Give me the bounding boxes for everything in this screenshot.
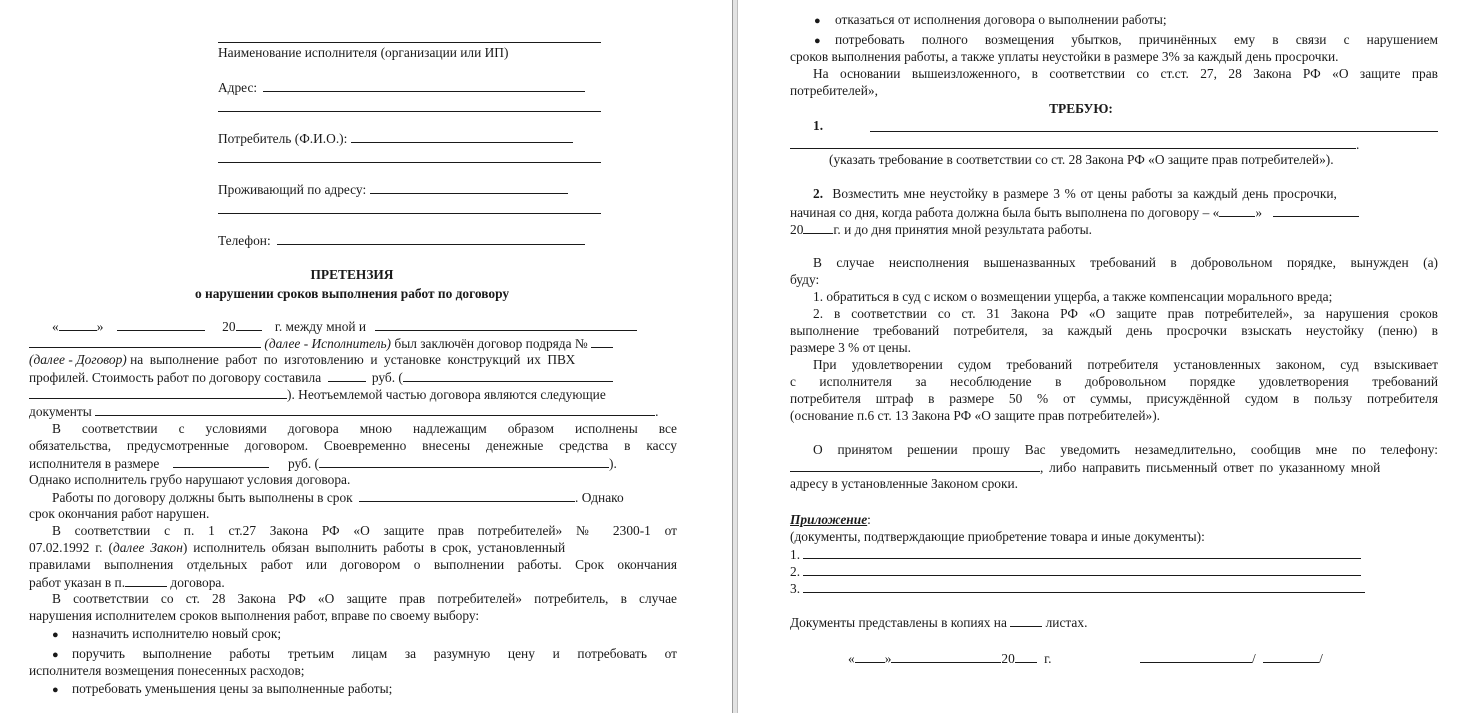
item-1-hint: (указать требование в соответствии со ст. 28 Закона РФ «О защите прав потребителей»).	[829, 152, 1334, 167]
sheets-text: листах.	[1045, 615, 1088, 630]
document-page-left	[0, 0, 732, 713]
appendix-blank-2[interactable]	[803, 563, 1361, 576]
p4-line-1: В соответствии с п. 1 ст.27 Закона РФ «О защите прав потребителей» № 2300-1 от	[52, 523, 677, 538]
executor-label: Наименование исполнителя (организации или ИП)	[218, 45, 509, 60]
notify-line-3: адресу в установленные Законом сроки.	[790, 476, 1019, 491]
p2-line-3	[29, 455, 617, 473]
of-contract: договора.	[170, 575, 225, 590]
amount-rub: руб. (	[287, 456, 319, 471]
item-1-line	[870, 131, 1438, 132]
between-me-and: г. между мной и	[274, 319, 367, 334]
court-line-1: При удовлетворении судом требований потребителя установленных законом, суд взыскивает	[813, 357, 1438, 372]
penalty-text: Возместить мне неустойку в размере 3 % от цены работы за каждый день просрочки,	[832, 186, 1337, 201]
address-line-2	[218, 111, 601, 112]
bullet-dot: ●	[814, 35, 821, 47]
contract-concluded: был заключён договор подряда №	[394, 336, 588, 351]
deadline-blank[interactable]	[359, 489, 575, 502]
p1-line-4	[29, 369, 613, 387]
slash: /	[1319, 651, 1323, 666]
p1-line-6	[29, 403, 659, 421]
written-response-text: , либо направить письменный ответ по указанному мной	[1040, 460, 1381, 475]
court-line-2: с исполнителя за несоблюдение в добровольном порядке удовлетворения требований	[790, 374, 1438, 389]
slash: /	[1252, 651, 1256, 666]
appendix-number: 3.	[790, 581, 801, 596]
year-prefix: 20	[1001, 651, 1015, 666]
quote-open: «	[848, 651, 855, 666]
contract-number-blank[interactable]	[591, 335, 613, 348]
works-description: на выполнение работ по изготовлению и установке конструкций их ПВХ	[130, 352, 576, 367]
basis-line-2: потребителей»,	[790, 83, 878, 98]
r-bullet-2-line-1: потребовать полного возмещения убытков, причинённых ему в связи с нарушением	[835, 32, 1438, 47]
consumer-blank[interactable]	[351, 130, 573, 143]
p1-line-5	[29, 386, 606, 404]
signature-date	[848, 650, 1052, 668]
p3-line-2: срок окончания работ нарушен.	[29, 506, 210, 521]
court-line-4: (основание п.6 ст. 13 Закона РФ «О защите прав потребителей»).	[790, 408, 1161, 423]
cost-blank[interactable]	[328, 369, 366, 382]
appendix-item-1	[790, 546, 1361, 564]
cost-words-blank[interactable]	[403, 369, 613, 382]
p4-line-3: правилами выполнения отдельных работ или договором о выполнении работы. Срок окончания	[29, 557, 677, 572]
residing-line-2	[218, 213, 601, 214]
appendix-number: 1.	[790, 547, 801, 562]
bullet-dot: ●	[52, 649, 59, 661]
hereinafter-executor: (далее - Исполнитель)	[264, 336, 392, 351]
basis-line-1: На основании вышеизложенного, в соответствии со ст.ст. 27, 28 Закона РФ «О защите прав	[813, 66, 1438, 81]
document-page-right	[738, 0, 1471, 713]
p5-line-1: В соответствии со ст. 28 Закона РФ «О защите прав потребителей» потребитель, в случае	[52, 591, 677, 606]
appendix-blank-3[interactable]	[803, 580, 1365, 593]
year-suffix: г.	[1044, 651, 1052, 666]
copies-count-blank[interactable]	[1010, 614, 1042, 627]
appendix-description: (документы, подтверждающие приобретение товара и иные документы):	[790, 529, 1205, 544]
address-blank[interactable]	[263, 79, 585, 92]
starting-day-text: начиная со дня, когда работа должна была быть выполнена по договору – «	[790, 205, 1220, 220]
residing-blank[interactable]	[370, 181, 568, 194]
hereinafter-law: далее Закон	[112, 540, 183, 555]
clause-text: работ указан в п.	[29, 575, 126, 590]
executor-blank[interactable]	[375, 318, 637, 331]
amount-label: исполнителя в размере	[29, 456, 160, 471]
rub-text: руб. (	[371, 370, 403, 385]
address-label: Адрес:	[218, 80, 258, 95]
item-2-number: 2.	[813, 186, 824, 201]
quote-close: »	[884, 651, 892, 666]
appendix-colon: :	[867, 512, 871, 527]
quote-close: »	[96, 319, 104, 334]
demand-title: ТРЕБУЮ:	[1049, 101, 1113, 116]
appendix-item-3	[790, 580, 1365, 598]
item-2-line-1	[813, 186, 1337, 203]
quote-close: »	[1255, 205, 1263, 220]
law-date: 07.02.1992 г. (	[29, 540, 113, 555]
appendix-title-row	[790, 512, 871, 529]
bullet-dot: ●	[814, 15, 821, 27]
appendix-item-2	[790, 563, 1361, 581]
consumer-label: Потребитель (Ф.И.О.):	[218, 131, 348, 146]
p1-line-2	[29, 335, 613, 353]
appendix-number: 2.	[790, 564, 801, 579]
notify-line-2	[790, 459, 1380, 477]
item-1-number: 1.	[813, 118, 824, 133]
cost-words-blank-2[interactable]	[29, 386, 287, 399]
court-line-3: потребителя штраф в размере 50 % от суммы, присуждённой судом в пользу потребителя	[790, 391, 1438, 406]
bullet-dot: ●	[52, 629, 59, 641]
phone-field	[218, 232, 585, 250]
p2-line-2: обязательства, предусмотренные договором. Своевременно внесены денежные средства в кассу	[29, 438, 677, 453]
executor-obliged: ) исполнитель обязан выполнить работы в срок, установленный	[182, 540, 566, 555]
clause-blank[interactable]	[125, 574, 167, 587]
name-blank[interactable]	[1263, 650, 1319, 663]
r-bullet-1-text: отказаться от исполнения договора о выполнении работы;	[835, 12, 1167, 27]
cost-text: профилей. Стоимость работ по договору составила	[29, 370, 322, 385]
item-1-blank-2[interactable]	[790, 136, 1356, 149]
penalty-month-blank[interactable]	[1273, 204, 1359, 217]
bullet-dot: ●	[52, 684, 59, 696]
phone-label: Телефон:	[218, 233, 271, 248]
documents-word: документы	[29, 404, 92, 419]
hereinafter-contract: (далее - Договор)	[29, 352, 127, 367]
p3-line-1	[52, 489, 624, 507]
p2-line-4: Однако исполнитель грубо нарушают условия договора.	[29, 472, 351, 487]
phone-blank[interactable]	[277, 232, 585, 245]
failure-option-2-line-2: выполнение требований потребителя, за каждый день просрочки взыскать неустойку (пеню) в	[790, 323, 1438, 338]
amount-words-blank[interactable]	[319, 455, 609, 468]
sign-day-blank[interactable]	[855, 650, 885, 663]
notify-phone-blank[interactable]	[790, 459, 1040, 472]
year-blank[interactable]	[236, 318, 262, 331]
documents-blank[interactable]	[95, 403, 655, 416]
p5-line-2: нарушения исполнителем сроков выполнения работ, вправе по своему выбору:	[29, 608, 480, 623]
document-subtitle: о нарушении сроков выполнения работ по договору	[194, 286, 510, 301]
p1-line-3	[29, 352, 575, 369]
residing-label: Проживающий по адресу:	[218, 182, 367, 197]
p4-line-2	[29, 540, 565, 557]
p4-line-4	[29, 574, 225, 592]
period: .	[655, 404, 659, 419]
deadline-text: Работы по договору должны быть выполнены в срок	[52, 490, 353, 505]
penalty-year-blank[interactable]	[803, 221, 833, 234]
appendix-title: Приложение	[790, 512, 868, 527]
bullet-3-text: потребовать уменьшения цены за выполненные работы;	[72, 681, 393, 696]
month-blank[interactable]	[117, 318, 205, 331]
year-prefix: 20	[222, 319, 236, 334]
notify-line-1: О принятом решении прошу Вас уведомить незамедлительно, сообщив мне по телефону:	[813, 442, 1438, 457]
consumer-line-2	[218, 162, 601, 163]
failure-option-2-line-1: 2. в соответствии со ст. 31 Закона РФ «О защите прав потребителей», за нарушения сроков	[813, 306, 1438, 321]
p1-line-1	[52, 318, 637, 336]
close-paren: ).	[609, 456, 617, 471]
until-acceptance-text: г. и до дня принятия мной результата работы.	[833, 222, 1092, 237]
signature-field	[1140, 650, 1323, 668]
failure-line-2: буду:	[790, 272, 820, 287]
residing-field	[218, 181, 568, 199]
day-blank[interactable]	[59, 318, 97, 331]
r-bullet-2-line-2: сроков выполнения работы, а также уплаты неустойки в размере 3% за каждый день просрочки.	[790, 49, 1339, 64]
failure-line-1: В случае неисполнения вышеназванных требований в добровольном порядке, вынужден (а)	[813, 255, 1438, 270]
bullet-2-line-1: поручить выполнение работы третьим лицам за разумную цену и потребовать от	[72, 646, 677, 661]
item-2-line-3	[790, 221, 1092, 239]
failure-option-1: 1. обратиться в суд с иском о возмещении ущерба, а также компенсации морального вреда;	[813, 289, 1333, 304]
copies-line	[790, 614, 1087, 632]
bullet-2-line-2: исполнителя возмещения понесенных расходов;	[29, 663, 305, 678]
integral-part-text: ). Неотъемлемой частью договора являются следующие	[287, 387, 606, 402]
executor-blank-2[interactable]	[29, 335, 261, 348]
consumer-field	[218, 130, 573, 148]
year-prefix: 20	[790, 222, 804, 237]
appendix-blank-1[interactable]	[803, 546, 1361, 559]
signature-blank[interactable]	[1140, 650, 1252, 663]
p2-line-1: В соответствии с условиями договора мною надлежащим образом исполнены все	[52, 421, 677, 436]
copies-text: Документы представлены в копиях на	[790, 615, 1007, 630]
document-title: ПРЕТЕНЗИЯ	[310, 267, 394, 282]
amount-blank[interactable]	[173, 455, 269, 468]
sign-year-blank[interactable]	[1015, 650, 1037, 663]
item-1-line-2: .	[790, 136, 1359, 154]
however-text: . Однако	[575, 490, 624, 505]
quote-open: «	[52, 319, 59, 334]
sign-month-blank[interactable]	[891, 650, 1001, 663]
executor-name-line	[218, 42, 601, 43]
address-field	[218, 79, 585, 97]
penalty-day-blank[interactable]	[1219, 204, 1255, 217]
item-2-line-2	[790, 204, 1359, 222]
failure-option-2-line-3: размере 3 % от цены.	[790, 340, 912, 355]
bullet-1-text: назначить исполнителю новый срок;	[72, 626, 282, 641]
